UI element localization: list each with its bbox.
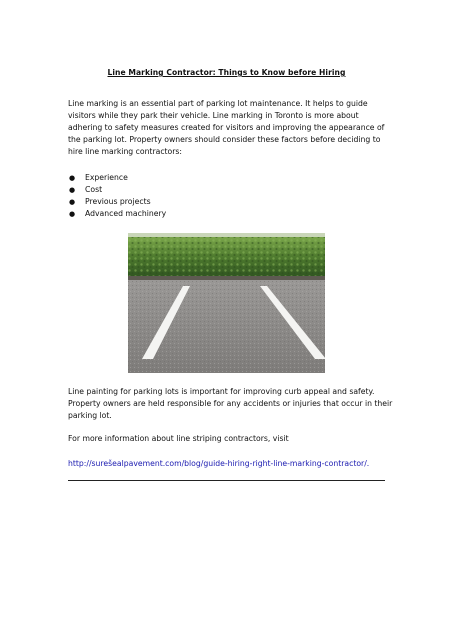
contractor-guide-link[interactable]: http://surešealpavement.com/blog/guide-hiring-right-line-marking-contractor/. xyxy=(68,459,370,468)
list-item: ● Cost xyxy=(69,185,103,194)
bullet-dot-icon: ● xyxy=(69,174,76,182)
intro-paragraph: Line marking is an essential part of parking lot maintenance. It helps to guide visitors while they park their vehicle. Line marking in Toronto is more about adhering to safety measures created for visitors and improving the appearance of the parking lot. Property owners should consider these factors before deciding to hire line marking contractors: xyxy=(68,99,385,156)
list-item: ● Experience xyxy=(69,173,128,182)
body-paragraph: Line painting for parking lots is important for improving curb appeal and safety. Property owners are held responsible for any accidents or injuries that occur in their parking lot. xyxy=(68,387,393,420)
bullet-dot-icon: ● xyxy=(69,186,76,194)
document-title: Line Marking Contractor: Things to Know before Hiring xyxy=(107,68,346,77)
bullet-dot-icon: ● xyxy=(69,210,76,218)
parking-lot-photo xyxy=(128,233,325,373)
factors-list xyxy=(68,172,166,220)
list-item: ● Advanced machinery xyxy=(69,209,167,218)
horizontal-rule xyxy=(68,480,385,481)
bullet-dot-icon: ● xyxy=(69,198,76,206)
list-item: ● Previous projects xyxy=(69,197,151,206)
parking-lot-illustration xyxy=(128,233,325,373)
more-info-text: For more information about line striping contractors, visit xyxy=(68,434,289,443)
